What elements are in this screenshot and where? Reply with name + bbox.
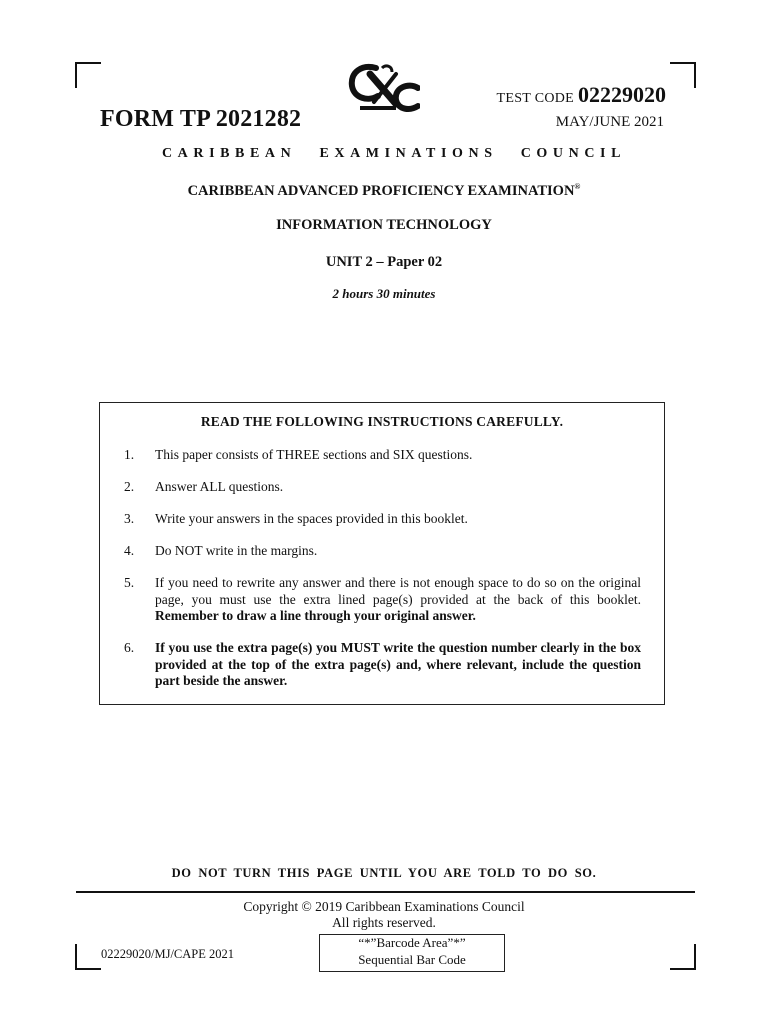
council-name: CARIBBEAN EXAMINATIONS COUNCIL	[161, 146, 627, 161]
cxc-logo-icon	[346, 62, 420, 112]
instructions-heading: READ THE FOLLOWING INSTRUCTIONS CAREFULLY.	[200, 414, 564, 429]
test-code-label: TEST CODE	[496, 91, 574, 106]
instruction-text: Answer ALL questions.	[155, 479, 284, 494]
instruction-number: 6.	[124, 640, 135, 655]
crop-mark-top-right	[670, 62, 696, 88]
exam-session: MAY/JUNE 2021	[555, 114, 664, 130]
instruction-number: 5.	[124, 575, 135, 590]
instruction-text: If you need to rewrite any answer and there is not enough space to do so on the original page, you must use the extra lined page(s) provided at the back of this booklet.	[155, 575, 641, 607]
instruction-text: This paper consists of THREE sections and SIX questions.	[155, 447, 473, 462]
crop-mark-bottom-left	[75, 944, 101, 970]
footer-divider	[76, 891, 695, 893]
barcode-box	[319, 934, 505, 972]
instruction-emphasis: Remember to draw a line through your original answer.	[155, 608, 476, 623]
paper-reference: 02229020/MJ/CAPE 2021	[101, 947, 235, 961]
barcode-area-label: “*”Barcode Area”*”	[358, 935, 466, 950]
crop-mark-top-left	[75, 62, 101, 88]
test-code	[497, 82, 667, 108]
exam-name	[0, 182, 768, 200]
subject-name: INFORMATION TECHNOLOGY	[276, 217, 492, 233]
duration: 2 hours 30 minutes	[332, 286, 436, 301]
instructions-box	[99, 402, 665, 705]
crop-mark-bottom-right	[670, 944, 696, 970]
instruction-text: Do NOT write in the margins.	[155, 543, 318, 558]
instruction-number: 1.	[124, 447, 135, 462]
instruction-number: 3.	[124, 511, 135, 526]
barcode-sub-label: Sequential Bar Code	[358, 952, 466, 967]
copyright-notice: Copyright © 2019 Caribbean Examinations Council	[243, 899, 525, 914]
do-not-turn-warning: DO NOT TURN THIS PAGE UNTIL YOU ARE TOLD TO DO SO.	[171, 866, 597, 880]
instruction-number: 4.	[124, 543, 135, 558]
instruction-number: 2.	[124, 479, 135, 494]
instruction-text: If you use the extra page(s) you MUST write the question number clearly in the box provided at the top of the extra page(s) and, where relevant, include the question part beside the answer.	[155, 640, 641, 688]
instruction-text: Write your answers in the spaces provided in this booklet.	[155, 511, 468, 526]
test-code-value: 02229020	[578, 82, 666, 107]
exam-name-text: CARIBBEAN ADVANCED PROFICIENCY EXAMINATION	[187, 182, 575, 199]
form-tp-number: FORM TP 2021282	[100, 106, 302, 132]
registered-mark: ®	[574, 182, 581, 191]
instruction-text-group	[155, 575, 641, 625]
unit-paper: UNIT 2 – Paper 02	[325, 254, 443, 270]
rights-reserved: All rights reserved.	[332, 915, 436, 930]
